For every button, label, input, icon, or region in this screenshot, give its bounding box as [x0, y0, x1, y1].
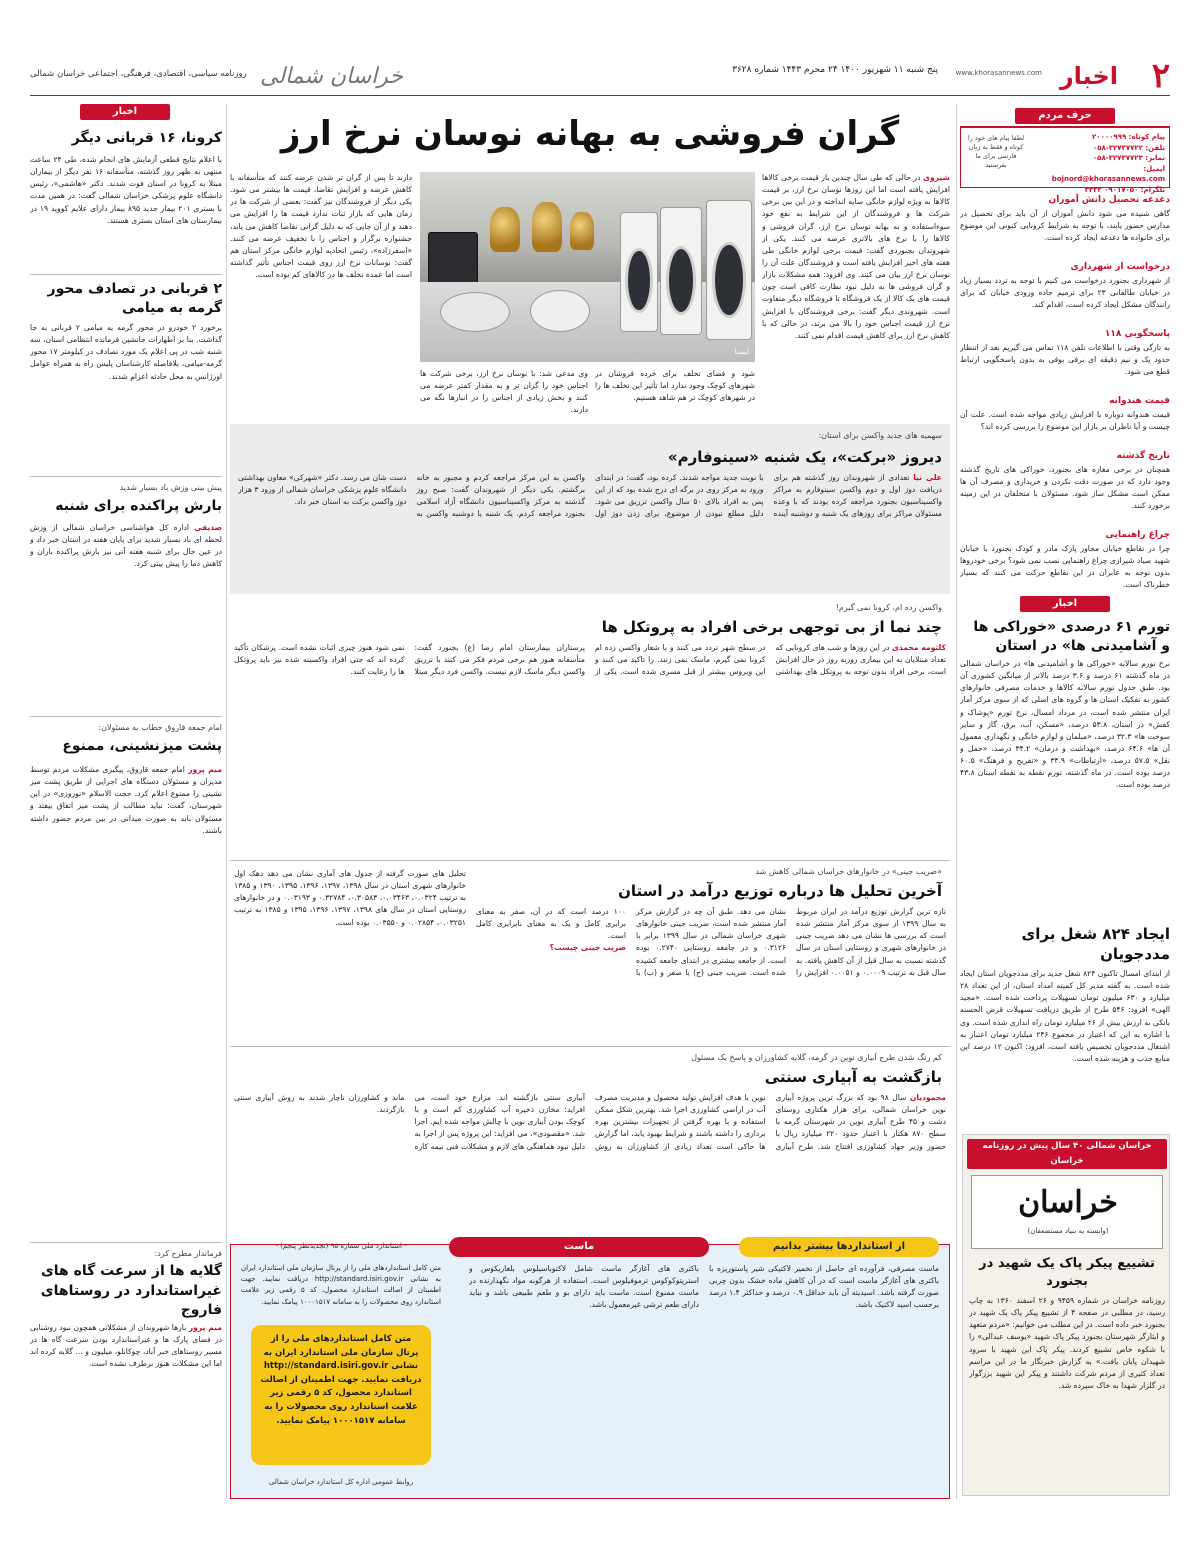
- photo-credit: ایسنا: [734, 348, 749, 357]
- vaccine-author: علی نیا: [913, 473, 942, 482]
- news-body: امام جمعه قاروق، پیگیری مشکلات مردم توسط مدیران و مسئولان دستگاه های اجرایی از طریق پشت میز نشینی را ممنوع اعلام کرد. حجت الاسلام «نوروزی» در این شهرستان، گفت: نباید مطالب از پشت میز اتفاق بیفتد و مسئولان باید به صورت میدانی در بین مردم حضور داشته باشند.: [30, 765, 222, 835]
- vaccine-article: [230, 424, 950, 594]
- corona-author: کلثومه محمدی: [891, 643, 946, 652]
- date-line: پنج شنبه ۱۱ شهریور ۱۴۰۰ ۲۴ محرم ۱۴۴۳ شماره ۳۶۲۸: [732, 65, 938, 75]
- main-article-author: شیروی: [923, 173, 950, 182]
- standards-text-right: ماست مصرفی، فرآورده ای حاصل از تخمیر لاکتیکی شیر پاستوریزه با باکتری های آغازگر ماست است که در آن کاهش ماده خشک بدون چربی صورت گرفته باشد. اسیدیته آن باید حداقل ۰.۹ درصد و حداکثر ۱.۴ درصد برحسب اسید لاکتیک باشد.: [709, 1264, 939, 1310]
- news-text: [30, 522, 222, 712]
- clip-logo: خراسان: [1018, 1185, 1118, 1220]
- harf-item: [960, 194, 1170, 258]
- income-article: [230, 864, 950, 1044]
- divider: [30, 716, 222, 717]
- harf-item-text: قیمت هندوانه دوباره با افزایش زیادی مواجه شده است. علت آن چیست و آیا ناظران بر بازار این موضوع را بررسی کرده اند؟: [960, 409, 1170, 431]
- corona-article: [230, 600, 950, 858]
- contact-phone: تلفن: ۳۲۷۳۷۷۲۲-۰۵۸: [1093, 143, 1165, 152]
- corona-text: [234, 642, 946, 856]
- irrigation-body: سال ۹۸ بود که بزرگ ترین پروژه آبیاری نوین خراسان شمالی، برای هزار هکتاری روستای دشت و ۴۵ طرح آبیاری نوین در شهرستان گرمه با سطح ۸۷۰ هکتار با اعتبار حدود ۲۲۰ میلیارد ریال با حضور وزیر جهاد کشاورزی افتتاح شد. طرح آبیاری نوین با هدف افزایش تولید محصول و مدیریت مصرف آب در اراضی کشاورزی اجرا شد. بهترین شکل ممکن استفاده و با بهره گرفتن از تجهیزات بیشترین بهره برداری را داشته باشند و شرایط بهبود یابد، اما گزارش ها حاکی است تعداد زیادی از کشاورزان به روش آبیاری سنتی بازگشته اند. مزارع خود است، می افزاید: مخازن ذخیره آب کشاورزی کم است و با کوچک بودن آبیاری نوین با چالش مواجه شده ایم. اجرا شد. «مقصودی»، می افزاید: این پروژه پس از اجرا به دلیل نبود هماهنگی های لازم و مشکلات فنی نیمه کاره ماند و کشاورزان ناچار شدند به روش آبیاری سنتی بازگردند.: [234, 1093, 946, 1151]
- main-headline: گران فروشی به بهانه نوسان نرخ ارز: [280, 114, 900, 154]
- income-text: [476, 906, 946, 1042]
- harf-mardom-column: [960, 108, 1170, 588]
- news-body: بارها شهروندان از مشکلاتی همچون نبود روشنایی در فضای پارک ها و غیراستاندارد بودن سرعت گاه ها در مسیر روستاهای خبر آباد، چوکانلو، میلیون و ... گلایه کرده اند اما این مشکلات هنوز برطرف نشده است.: [30, 1323, 222, 1369]
- income-title: آخرین تحلیل ها درباره توزیع درآمد در استان: [618, 882, 942, 900]
- standards-yellow-box: متن کامل استانداردهای ملی را از پرتال سازمان ملی استاندارد ایران به نشانی http://standard.isiri.gov.ir دریافت نمایید. جهت اطمینان از اصالت استاندارد محصول، کد ۵ رقمی زیر علامت استاندارد روی محصولات را به سامانه ۱۰۰۰۱۵۱۷ پیامک نمایید.: [251, 1325, 431, 1465]
- harf-item: [960, 328, 1170, 392]
- divider: [230, 860, 950, 861]
- contact-fax: نمابر: ۳۲۷۳۷۷۲۳-۰۵۸: [1092, 154, 1165, 162]
- news-title: بارش پراکنده برای شنبه: [55, 498, 222, 514]
- divider: [30, 1242, 222, 1243]
- main-article-text-right: [762, 172, 950, 422]
- photo-samovar: [570, 212, 594, 250]
- harf-item-title: دغدغه تحصیل دانش آموزان: [1048, 195, 1170, 205]
- right-news-column: [30, 104, 222, 1499]
- masthead-tagline: روزنامه سیاسی، اقتصادی، فرهنگی، اجتماعی خراسان شمالی: [30, 69, 247, 79]
- photo-samovar: [490, 207, 520, 252]
- photo-vacuum: [530, 290, 590, 332]
- forty-years-text: روزنامه خراسان در شماره ۹۴۵۹ و ۲۶ اسفند ۱۳۶۰ به چاپ رسید، در مطلبی در صفحه ۴ از تشییع پیکر پاک یک شهید در بجنورد خبر داده است. در این مطلب می خوانیم: «مردم متعهد و ایثارگر شهرستان بجنورد پیکر پاک شهید «یوسف عبدالی» را با شکوه خاص تشییع کردند. پیکر پاک این شهید با سرود شهیدان پایان یافت.» به گزارش خبرنگار ما در این مراسم تعداد کثیری از مردم شرکت داشتند و پیکر این شهید بزرگوار در گلزار شهدا به خاک سپرده شد.: [969, 1296, 1165, 1390]
- contact-telegram[interactable]: تلگرام: ۰۹۰۱۷۰۵۰ ۳۳۳۳: [1084, 185, 1165, 194]
- news-author: میم پرور: [188, 1323, 222, 1332]
- income-subhead: ضریب جینی چیست؟: [549, 943, 626, 953]
- harf-item-title: پاسخگویی ۱۱۸: [1104, 328, 1170, 339]
- jobs-text: از ابتدای امسال تاکنون ۸۲۴ شغل جدید برای مددجویان استان ایجاد شده است. به گفته مدیر کل کمیته امداد استان، از این تعداد ۲۸ میلیارد و ۶۳۰ میلیون تومان تسهیلات پرداخت شده است. «مجید الهی» افزود: ۵۴۶ طرح از طریق دریافت تسهیلات قرض الحسنه بانکی به ارزش بیش از ۲۶ میلیارد تومان راه اندازی شده است. وی با اشاره به این که اعتبار در مجموع ۲۴۶ میلیارد تومان اعتبار به اشتغال مددجویان تخصیص یافته است، افزود: اکنون ۱۲ درصد این منابع جذب و هزینه شده است.: [960, 969, 1170, 1063]
- site-url: www.khorasannews.com: [955, 69, 1042, 77]
- vaccine-kicker: سهمیه های جدید واکسن برای استان:: [818, 431, 942, 440]
- standards-pill-middle: ماست: [449, 1237, 709, 1257]
- corona-body: در این روزها و شب های کرونایی که تعداد مبتلایان به این بیماری روزبه روز در حال افزایش است، برخی افراد بدون توجه به پروتکل های بهداشتی در سطح شهر تردد می کنند و با شعار واکسن زده ام کرونا نمی گیرم، ماسک نمی زنند. را تاکید می کنند و این ویروس بیشتر از قبل مسری شده است. یکی از پرستاران بیمارستان امام رضا (ع) بجنورد گفت: متأسفانه هنوز هم برخی مردم فکر می کنند با تزریق واکسن دیگر ماسک لازم نیست. واکسن فرد دیگر مبتلا نمی شود هنوز چیزی اثبات نشده است. پزشکان تأکید کرده اند که حتی افراد واکسینه شده نیز باید پروتکل ها را رعایت کنند.: [234, 643, 946, 677]
- standards-pill-right: از استانداردها بیشتر بدانیم: [739, 1237, 939, 1257]
- standards-footer: روابط عمومی اداره کل استاندارد خراسان شمالی: [268, 1478, 414, 1486]
- photo-washer: [706, 200, 752, 340]
- divider: [30, 476, 222, 477]
- divider: [230, 1046, 950, 1047]
- news-kicker: فرماندار مطرح کرد:: [154, 1249, 222, 1258]
- main-article-text-middle: دارند تا پس از گران تر شدن عرضه کنند که متأسفانه با کاهش عرضه و افزایش تقاضا، قیمت ها بیشتر می شود. یکی دیگر از فروشندگان نیز گفت: بعضی از شرکت ها در زمان هایی که بازار ثبات ندارد قیمت ها را افزایش می دهند و از آن جایی که به دلیل گرانی تقاضا کاهش می یابد، جشنواره برگزار و اجناس را با تخفیف عرضه می کنند. «اسفرزاده»، رئیس اتحادیه لوازم خانگی مرکز استان هم گفت: نوسانات نرخ ارز روی قیمت اجناس تأثیر گذاشته است اما عمده تخلف ها در کالاهای کم بوده است.: [230, 173, 412, 280]
- news-author: میم پرور: [188, 765, 222, 774]
- news-text: [30, 764, 222, 1234]
- harf-item-title: چراغ راهنمایی: [1105, 529, 1170, 540]
- news-body: اداره کل هواشناسی خراسان شمالی از وزش لحظه ای باد بسیار شدید برای پایان هفته در استان خبر داد و در عین حال برای شنبه هفته آتی نیز بارش پراکنده باران و کاهش دما را پیش بینی کرد.: [30, 523, 222, 569]
- news-text: برخورد ۲ خودرو در محور گرمه به میامی ۲ قربانی به جا گذاشت. بنا بر اظهارات جانشین فرمانده انتظامی استان، سه شنبه شب در پی اعلام یک مورد تصادف در کیلومتر ۱۷ محور گرمه-میامی، بلافاصله کارشناسان پلیس راه به همراه عوامل اورژانس به محل حادثه اعزام شدند.: [30, 323, 222, 381]
- news-text: با اعلام نتایج قطعی آزمایش های انجام شده، طی ۲۴ ساعت منتهی به ظهر روز گذشته، متأسفانه ۱۶ نفر دیگر از بیماران مبتلا به کرونا در استان فوت شدند. دکتر «هاشمی»، رئیس دانشگاه علوم پزشکی خراسان شمالی گفت: در همین مدت با بستری ۲۰۱ بیمار جدید ۸۹۵ بیمار دارای علایم کووید ۱۹ در بیمارستان های استان بستری هستند.: [30, 155, 222, 225]
- harf-item: [960, 529, 1170, 605]
- forty-years-header: خراسان شمالی ۴۰ سال پیش در روزنامه خراسان: [967, 1139, 1167, 1169]
- news-tag: اخبار: [1020, 596, 1110, 612]
- tavarrom-title: تورم ۶۱ درصدی «خوراکی ها و آشامیدنی ها» در استان: [973, 619, 1170, 654]
- income-body: تازه ترین گزارش توزیع درآمد در ایران مربوط به سال ۱۳۹۹ از سوی مرکز آمار منتشر شده است که بررسی ها نشان می دهد ضریب جینی در خانوارهای شهری و روستایی استان در سال گذشته نسبت به سال قبل از آن کاهش یافته. به سال قبل به ترتیب ۰.۰۰۰۹ و ۰.۰۰۵۱ افزایش را نشان می دهد. طبق آن چه در گزارش مرکز آمار منتشر شده است، ضریب جینی خانوارهای شهری خراسان شمالی در سال ۱۳۹۹ برابر با ۰.۳۱۲۶ و در جامعه روستایی ۰.۲۷۴۰ بوده است. از جامعه بیشتری در ابتدای جامعه کشیده شده است. ضریب جینی (ج) با صفر و (ب) با ۱۰۰ درصد است که در آن، صفر به معنای برابری کامل و یک به معنای نابرابری کامل است.: [476, 907, 946, 977]
- harf-item-text: چرا در تقاطع خیابان مجاور پارک مادر و کودک بجنورد با خیابان شهید صیاد شیرازی چراغ راهنمایی نصب نمی شود؟ برخی خودروها بدون توجه به عابران در این تقاطع حرکت می کنند که بسیار خطرناک است.: [960, 543, 1170, 590]
- section-title: اخبار: [1059, 62, 1118, 90]
- newspaper-clip: [971, 1175, 1163, 1249]
- income-text-left: تحلیل های صورت گرفته از جدول های آماری نشان می دهد دهک اول خانوارهای شهری استان در سال ۱۳۹۸، ۱۳۹۷، ۱۳۹۶، ۱۳۹۵، ۱۳۹۰ و ۱۳۸۵ به ترتیب ۰.۰۳۲۴، ۰.۰۳۴۶۳، ۰.۳۰۵۸۳، ۰.۳۲۷۸۴ و ۰.۰۳۱۹۳ و در خانوارهای روستایی استان در سال های ۱۳۹۸، ۱۳۹۷، ۱۳۹۶، ۱۳۹۵ و ۱۳۸۵ به ترتیب ۰.۰۳۲۵۱، ۰.۰۲۸۵۴ و ۰.۰۳۵۵۰ بوده است.: [234, 869, 466, 927]
- harf-item-title: قیمت هندوانه: [1109, 395, 1170, 406]
- appliance-store-photo: [420, 172, 755, 362]
- news-title: گلایه ها از سرعت گاه های غیراستاندارد در روستاهای فاروج: [40, 1263, 222, 1319]
- main-article-body: در حالی که طی سال چندین بار قیمت برخی کالاها افزایش یافته است اما این روزها نوسان نرخ ارز، بر قیمت کالاها به ویژه لوازم خانگی سایه انداخته و در این بین برخی شرکت ها و فروشندگان از این شرایط به نفع خود سوءاستفاده و به بهانه نوسان نرخ ارز، گران فروشی و کالاها را با نرخ های بالاتری عرضه می کنند. یکی از شهروندان بجنوردی گفت: قیمت برخی لوازم خانگی طی هفته های اخیر افزایش یافته است و فروشندگان علت آن را نوسان نرخ ارز بیان می کنند. وی افزود: همه مشکلات بازار و گران فروشی ها به دلیل نبود نظارت کافی است چون قیمت های یک کالا از یک فروشگاه تا فروشگاه دیگر متفاوت است. شهروندی دیگر گفت: برخی فروشندگان با افزایش نرخ ارز قیمت اجناس خود را بالا می برند، در حالی که با کاهش نرخ ارز برای کاهش قیمت اقدام نمی کنند.: [762, 173, 950, 340]
- news-title: پشت میزنشینی، ممنوع: [62, 738, 222, 754]
- main-article-text-bottom: وی مدعی شد: با نوسان نرخ ارز، برخی شرکت ها اجناس خود را گران تر و به مقدار کمتر عرضه می کنند و بخش زیادی از اجناس را در انبارها نگه می دارند.: [420, 369, 588, 415]
- contact-sms: پیام کوتاه: ۲۰۰۰۰۹۹۹: [1092, 133, 1165, 141]
- harf-item: [960, 261, 1170, 325]
- harf-mardom-tag: حرف مردم: [1015, 108, 1115, 124]
- clip-subtitle: (وابسته به بنیاد مستضعفان): [1027, 1227, 1109, 1235]
- column-divider: [226, 104, 227, 1499]
- harf-item-text: همچنان در برخی مغازه های بجنورد، خوراکی های تاریخ گذشته وجود دارد که در صورت دقت نکردن و خریداری و مصرف آن ها ممکن است مشکل ساز شود. مسئولان با متخلفان در این زمینه برخورد کنند.: [960, 464, 1170, 511]
- vaccine-body: تعدادی از شهروندان روز گذشته هم برای دریافت دوز اول و دوم واکسن سینوفارم به مراکز واکسیناسیون بجنورد مراجعه کرده بودند که با وعده مسئولان مراکز برای روزهای یک شنبه و دوشنبه آینده با نوبت جدید مواجه شدند. کرده بود، گفت: در ابتدای ورود به مرکز روی در برگه ای درج شده بود که از این پس به افراد بالای ۵۰ سال واکسن تزریق می شود. دلیل مطلع نبودن از موضوع، برای زدن دوز اول واکسن به این مرکز مراجعه کردم و مجبور به خانه برگشتم. یکی دیگر از شهروندان گفت: صبح روز گذشته به مرکز واکسیناسیون دانشگاه آزاد اسلامی بجنورد مراجعه کردم. یک شنبه یا دوشنبه واکسن به دست شان می رسد. دکتر «شهرکی» معاون بهداشتی دانشگاه علوم پزشکی خراسان شمالی از ورود ۳ هزار دوز واکسن برکت به استان خبر داد.: [238, 473, 942, 519]
- contact-box: [960, 126, 1170, 194]
- masthead: [30, 58, 1170, 96]
- news-text: [30, 1322, 222, 1497]
- irrigation-author: محمودیان: [909, 1093, 946, 1102]
- contact-list: [1030, 132, 1165, 195]
- standards-pill-left: - استاندارد ملی شماره ۹۵ (تجدیدنظر پنجم) -: [275, 1242, 407, 1250]
- news-title: ۲ قربانی در تصادف محور گرمه به میامی: [47, 281, 222, 316]
- harf-item: [960, 395, 1170, 447]
- page-number: ۲: [1151, 56, 1170, 96]
- masthead-logo: خراسان شمالی: [260, 64, 404, 89]
- harf-item-text: به تازگی وقتی با اطلاعات تلفن ۱۱۸ تماس می گیریم بعد از انتظار حدود یک و نیم دقیقه ای برقی بوقی به بدون پاسخگویی ارتباط قطع می شود.: [960, 342, 1170, 377]
- irrigation-title: بازگشت به آبیاری سنتی: [764, 1068, 942, 1086]
- irrigation-article: [230, 1050, 950, 1240]
- main-article-caption: شود و فضای تخلف برای خرده فروشان در شهرهای کوچک وجود ندارد اما تأثیر این تخلف ها را در شهرهای کوچک تر هم شاهد هستیم.: [595, 369, 755, 403]
- harf-item-text: از شهرداری بجنورد درخواست می کنیم با توجه به تردد بسیار زیاد در خیابان طالقانی ۲۳ برای ترمیم جاده ورودی خیابان که برای رانندگان مشکل ایجاد کرده است، اقدام کند.: [960, 275, 1170, 310]
- forty-years-title: تشییع پیکر پاک یک شهید در بجنورد: [979, 1256, 1155, 1290]
- forty-years-box: [962, 1134, 1170, 1496]
- harf-item-text: گاهی شنیده می شود دانش آموزان از آن باید برای تحصیل در مدارس حضور یابند، با توجه به شرایط کرونایی کنونی این موضوع برای خانواده ها دغدغه ایجاد کرده است.: [960, 208, 1170, 243]
- news-tag: اخبار: [80, 104, 170, 120]
- news-kicker: امام جمعه قاروق خطاب به مسئولان:: [98, 723, 222, 732]
- photo-washer: [660, 207, 702, 335]
- contact-email[interactable]: ایمیل: bojnord@khorasannews.com: [1051, 164, 1165, 183]
- income-kicker: «ضریب جینی» در خانوارهای خراسان شمالی کاهش شد: [755, 867, 942, 876]
- contact-note: لطفا پیام های خود را کوتاه و فقط به زبان فارسی برای ما بفرستید: [967, 134, 1025, 170]
- news-kicker: پیش بینی وزش باد بسیار شدید: [119, 483, 222, 492]
- jobs-title: ایجاد ۸۲۴ شغل برای مددجویان: [1021, 925, 1170, 964]
- corona-title: چند نما از بی توجهی برخی افراد به پروتکل ها: [601, 618, 942, 636]
- tavarrom-text: نرخ تورم سالانه «خوراکی ها و آشامیدنی ها» در خراسان شمالی در ماه گذشته ۶۱ درصد و ۳.۶ درصد بالاتر از میانگین کشوری آن بود. طبق جدول تورم سالانه کالاها و خدمات مصرفی خانوارهای کشور به تفکیک استان ها و گروه های اصلی که از سوی مرکز آمار ایران منتشر شده است، در مرداد امسال، نرخ تورم «پوشاک و کفش» در استان، ۵۳.۸ درصد، «مسکن، آب، برق، گاز و سایر سوخت ها» ۳۲.۳ درصد، «مبلمان و لوازم خانگی و نگهداری معمول آن ها» ۶۴.۶ درصد، «بهداشت و درمان» ۳۴.۲ درصد، «حمل و نقل» ۵۷.۵ درصد، «ارتباطات» ۳۴.۹ و «تفریح و فرهنگ» ۶۰.۵ درصد بوده است. در ماه گذشته، تورم نقطه به نقطه استان ۴۳.۸ درصد بوده است.: [960, 659, 1170, 790]
- harf-item-title: درخواست از شهرداری: [1070, 261, 1170, 272]
- jobs-article: [960, 924, 1170, 1129]
- news-title: کرونا، ۱۶ قربانی دیگر: [71, 130, 222, 146]
- standards-text-middle: باکتری های آغازگر ماست شامل لاکتوباسیلوس بلغاریکوس و استرپتوکوکوس ترموفیلوس است. استفاده از هرگونه مواد نگهدارنده در ماست ممنوع است. ماست باید دارای بو و طعم طبیعی باشد و نباید دارای طعم ترشی غیرمعمول باشد.: [469, 1264, 699, 1310]
- tavarrom-article: [960, 596, 1170, 916]
- irrigation-kicker: کم رنگ شدن طرح آبیاری نوین در گرمه، گلایه کشاورزان و پاسخ یک مسئول: [691, 1053, 942, 1062]
- standards-box: [230, 1241, 950, 1499]
- harf-mardom-items: [960, 194, 1170, 605]
- photo-samovar: [532, 202, 562, 252]
- standards-text-left: متن کامل استانداردهای ملی را از پرتال سازمان ملی استاندارد ایران به نشانی http://standard.isiri.gov.ir دریافت نمایید. جهت اطمینان از اصالت استاندارد محصول، کد ۵ رقمی زیر علامت استاندارد روی محصولات را به سامانه ۱۰۰۰۱۵۱۷ پیامک نمایید.: [241, 1264, 441, 1306]
- photo-vacuum: [440, 292, 510, 332]
- harf-item: [960, 450, 1170, 526]
- vaccine-title: دیروز «برکت»، یک شنبه «سینوفارم»: [667, 448, 942, 466]
- irrigation-text: [234, 1092, 946, 1238]
- harf-item-title: تاریخ گذشته: [1116, 450, 1170, 461]
- divider: [30, 274, 222, 275]
- column-divider: [956, 104, 957, 1499]
- corona-kicker: واکسن زده ام، کرونا نمی گیرم!: [835, 603, 942, 612]
- photo-washer: [620, 212, 658, 332]
- news-author: صدیقی: [194, 523, 222, 532]
- vaccine-text: [238, 472, 942, 590]
